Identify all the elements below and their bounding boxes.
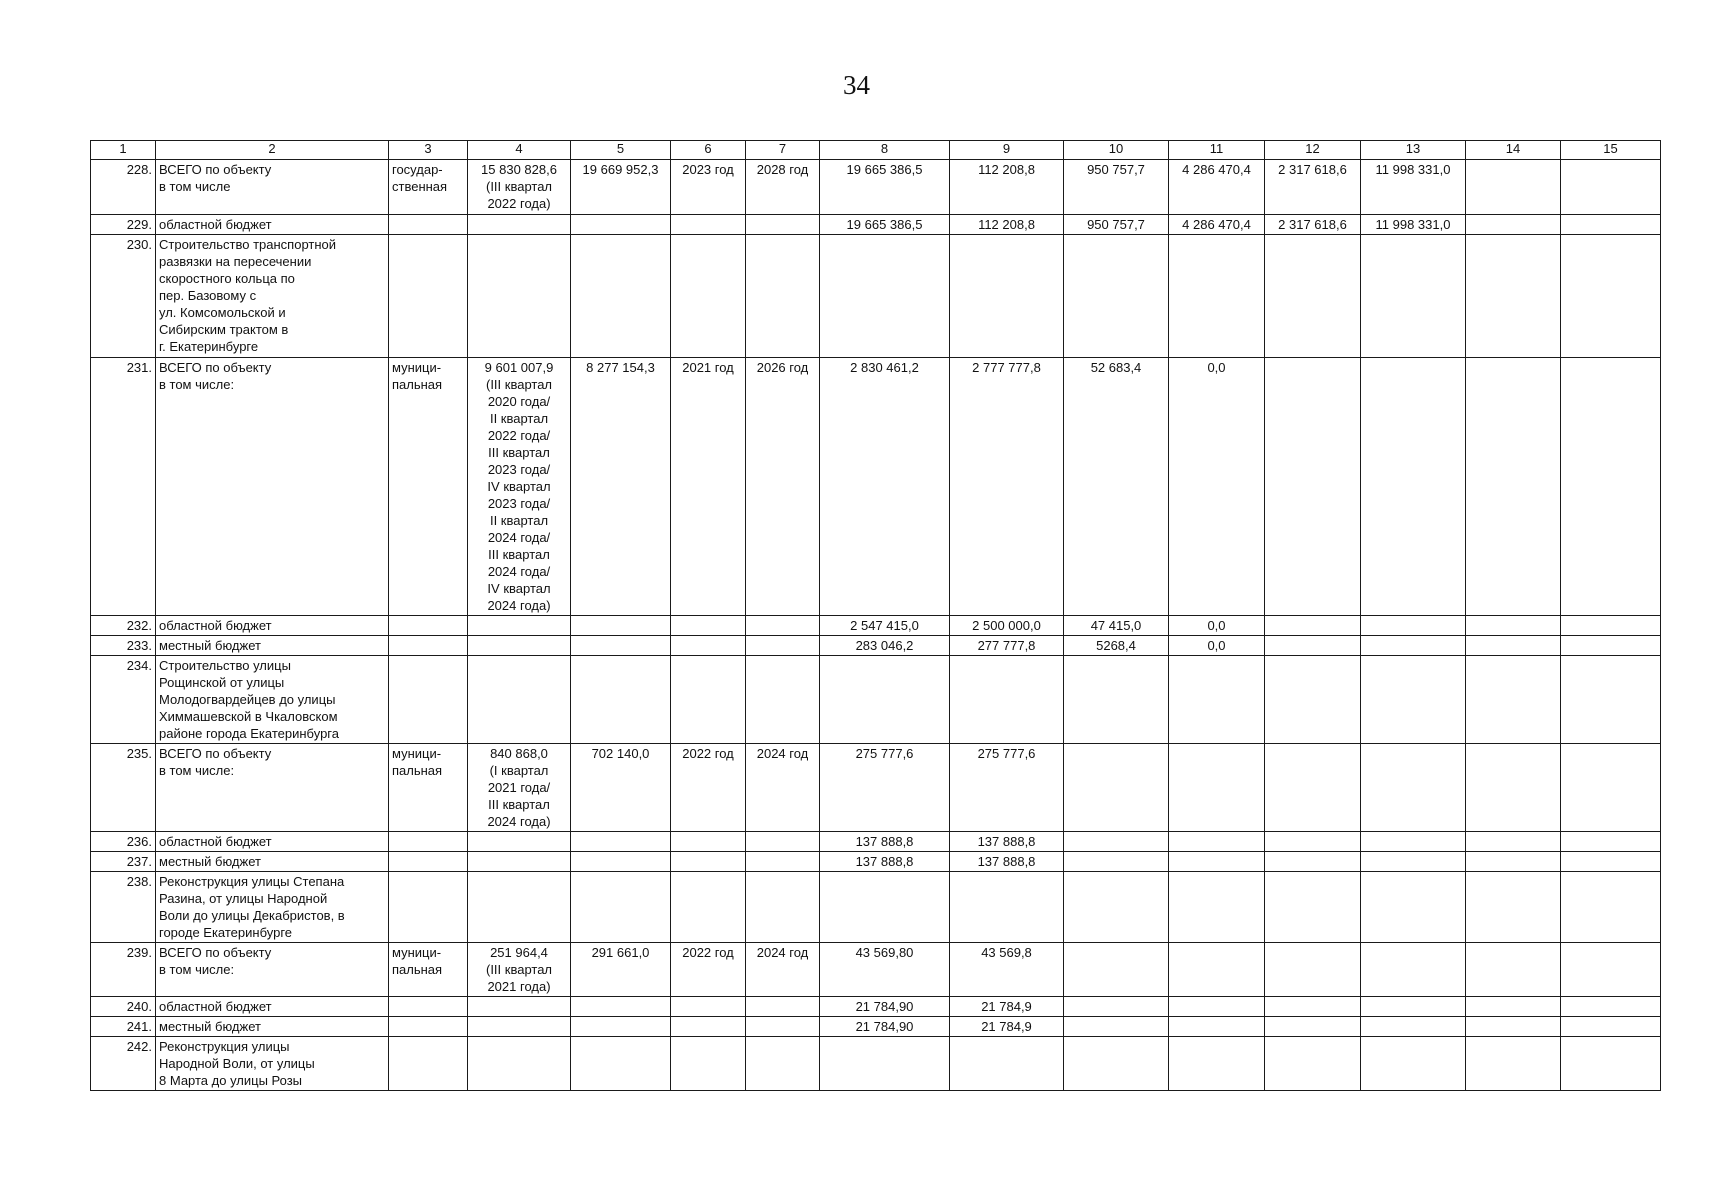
ownership-cell	[389, 852, 468, 872]
description-cell: Строительство улицы Рощинской от улицы Молодогвардейцев до улицы Химмашевской в Чкаловском районе города Екатеринбурга	[156, 656, 389, 744]
contract-cost-cell	[571, 832, 671, 852]
estimated-cost-cell	[468, 852, 571, 872]
funding-total-cell: 283 046,2	[820, 636, 950, 656]
start-year-cell: 2021 год	[671, 358, 746, 616]
estimated-cost-cell: 15 830 828,6 (III квартал 2022 года)	[468, 160, 571, 215]
funding-total-cell: 19 665 386,5	[820, 160, 950, 215]
contract-cost-cell	[571, 656, 671, 744]
col-14-cell	[1466, 943, 1561, 997]
column-header: 4	[468, 141, 571, 160]
column-header: 1	[91, 141, 156, 160]
funding-y3-cell	[1169, 1037, 1265, 1091]
column-header: 9	[950, 141, 1064, 160]
funding-y3-cell	[1169, 235, 1265, 358]
table-row	[91, 215, 1661, 235]
ownership-cell: государ- ственная	[389, 160, 468, 215]
funding-y5-cell: 11 998 331,0	[1361, 160, 1466, 215]
table-row	[91, 616, 1661, 636]
ownership-cell	[389, 636, 468, 656]
funding-y4-cell	[1265, 636, 1361, 656]
row-number-cell: 242.	[91, 1037, 156, 1091]
col-14-cell	[1466, 997, 1561, 1017]
estimated-cost-cell	[468, 616, 571, 636]
table-row	[91, 235, 1661, 358]
row-number-cell: 240.	[91, 997, 156, 1017]
funding-y5-cell	[1361, 744, 1466, 832]
start-year-cell: 2022 год	[671, 744, 746, 832]
col-15-cell	[1561, 616, 1661, 636]
table-row	[91, 852, 1661, 872]
funding-total-cell	[820, 656, 950, 744]
table-row	[91, 358, 1661, 616]
row-number-cell: 238.	[91, 872, 156, 943]
funding-y5-cell	[1361, 943, 1466, 997]
col-14-cell	[1466, 636, 1561, 656]
row-number-cell: 236.	[91, 832, 156, 852]
funding-y1-cell	[950, 1037, 1064, 1091]
funding-y3-cell	[1169, 744, 1265, 832]
col-14-cell	[1466, 160, 1561, 215]
table-row	[91, 1037, 1661, 1091]
estimated-cost-cell	[468, 235, 571, 358]
contract-cost-cell	[571, 997, 671, 1017]
estimated-cost-cell	[468, 997, 571, 1017]
funding-y5-cell	[1361, 997, 1466, 1017]
estimated-cost-cell	[468, 872, 571, 943]
description-cell: местный бюджет	[156, 852, 389, 872]
col-15-cell	[1561, 832, 1661, 852]
ownership-cell	[389, 997, 468, 1017]
column-header: 12	[1265, 141, 1361, 160]
funding-y1-cell: 2 777 777,8	[950, 358, 1064, 616]
funding-y2-cell: 52 683,4	[1064, 358, 1169, 616]
funding-y2-cell: 5268,4	[1064, 636, 1169, 656]
estimated-cost-cell	[468, 215, 571, 235]
col-14-cell	[1466, 358, 1561, 616]
col-14-cell	[1466, 656, 1561, 744]
contract-cost-cell	[571, 215, 671, 235]
table-row	[91, 832, 1661, 852]
row-number-cell: 237.	[91, 852, 156, 872]
end-year-cell: 2028 год	[746, 160, 820, 215]
ownership-cell	[389, 616, 468, 636]
funding-y5-cell	[1361, 358, 1466, 616]
col-14-cell	[1466, 832, 1561, 852]
funding-y1-cell: 277 777,8	[950, 636, 1064, 656]
funding-y1-cell: 21 784,9	[950, 997, 1064, 1017]
ownership-cell	[389, 832, 468, 852]
ownership-cell	[389, 872, 468, 943]
start-year-cell	[671, 872, 746, 943]
column-header: 14	[1466, 141, 1561, 160]
funding-y2-cell	[1064, 852, 1169, 872]
funding-y4-cell	[1265, 656, 1361, 744]
funding-y5-cell	[1361, 235, 1466, 358]
table-row	[91, 636, 1661, 656]
funding-total-cell: 2 830 461,2	[820, 358, 950, 616]
col-14-cell	[1466, 1037, 1561, 1091]
funding-y4-cell	[1265, 358, 1361, 616]
col-14-cell	[1466, 1017, 1561, 1037]
column-header: 10	[1064, 141, 1169, 160]
funding-y3-cell	[1169, 943, 1265, 997]
description-cell: ВСЕГО по объекту в том числе:	[156, 358, 389, 616]
estimated-cost-cell	[468, 1017, 571, 1037]
funding-total-cell: 275 777,6	[820, 744, 950, 832]
funding-y1-cell: 43 569,8	[950, 943, 1064, 997]
row-number-cell: 233.	[91, 636, 156, 656]
ownership-cell	[389, 656, 468, 744]
col-15-cell	[1561, 235, 1661, 358]
col-15-cell	[1561, 997, 1661, 1017]
table-row	[91, 656, 1661, 744]
col-15-cell	[1561, 656, 1661, 744]
table-row	[91, 1017, 1661, 1037]
column-header: 5	[571, 141, 671, 160]
funding-y4-cell	[1265, 235, 1361, 358]
contract-cost-cell: 291 661,0	[571, 943, 671, 997]
funding-total-cell: 137 888,8	[820, 852, 950, 872]
funding-y5-cell	[1361, 1017, 1466, 1037]
col-15-cell	[1561, 943, 1661, 997]
col-14-cell	[1466, 215, 1561, 235]
column-header: 13	[1361, 141, 1466, 160]
row-number-cell: 234.	[91, 656, 156, 744]
col-15-cell	[1561, 852, 1661, 872]
description-cell: ВСЕГО по объекту в том числе:	[156, 943, 389, 997]
table-row	[91, 943, 1661, 997]
col-15-cell	[1561, 358, 1661, 616]
funding-y3-cell	[1169, 656, 1265, 744]
table-row	[91, 997, 1661, 1017]
contract-cost-cell	[571, 636, 671, 656]
end-year-cell	[746, 832, 820, 852]
row-number-cell: 229.	[91, 215, 156, 235]
contract-cost-cell	[571, 872, 671, 943]
start-year-cell	[671, 616, 746, 636]
funding-y1-cell: 137 888,8	[950, 852, 1064, 872]
funding-y5-cell	[1361, 636, 1466, 656]
funding-total-cell: 2 547 415,0	[820, 616, 950, 636]
funding-total-cell	[820, 872, 950, 943]
description-cell: Реконструкция улицы Народной Воли, от улицы 8 Марта до улицы Розы	[156, 1037, 389, 1091]
funding-total-cell: 21 784,90	[820, 997, 950, 1017]
funding-y2-cell	[1064, 656, 1169, 744]
funding-total-cell: 43 569,80	[820, 943, 950, 997]
funding-y1-cell: 2 500 000,0	[950, 616, 1064, 636]
description-cell: ВСЕГО по объекту в том числе:	[156, 744, 389, 832]
funding-y2-cell: 950 757,7	[1064, 215, 1169, 235]
funding-y5-cell	[1361, 872, 1466, 943]
table-row	[91, 160, 1661, 215]
row-number-cell: 235.	[91, 744, 156, 832]
table-row	[91, 872, 1661, 943]
end-year-cell	[746, 872, 820, 943]
funding-y2-cell: 950 757,7	[1064, 160, 1169, 215]
col-15-cell	[1561, 1037, 1661, 1091]
contract-cost-cell	[571, 616, 671, 636]
funding-total-cell: 19 665 386,5	[820, 215, 950, 235]
funding-y2-cell	[1064, 832, 1169, 852]
start-year-cell: 2022 год	[671, 943, 746, 997]
col-15-cell	[1561, 215, 1661, 235]
funding-y3-cell	[1169, 997, 1265, 1017]
funding-total-cell	[820, 1037, 950, 1091]
funding-y3-cell	[1169, 852, 1265, 872]
col-14-cell	[1466, 235, 1561, 358]
funding-y5-cell: 11 998 331,0	[1361, 215, 1466, 235]
col-14-cell	[1466, 872, 1561, 943]
funding-y1-cell: 112 208,8	[950, 160, 1064, 215]
funding-y2-cell	[1064, 943, 1169, 997]
description-cell: областной бюджет	[156, 215, 389, 235]
funding-y3-cell	[1169, 1017, 1265, 1037]
funding-total-cell: 137 888,8	[820, 832, 950, 852]
end-year-cell	[746, 852, 820, 872]
column-header: 6	[671, 141, 746, 160]
description-cell: Строительство транспортной развязки на пересечении скоростного кольца по пер. Базовому с ул. Комсомольской и Сибирским трактом в г. Екатеринбурге	[156, 235, 389, 358]
estimated-cost-cell: 251 964,4 (III квартал 2021 года)	[468, 943, 571, 997]
col-15-cell	[1561, 1017, 1661, 1037]
estimated-cost-cell	[468, 656, 571, 744]
description-cell: Реконструкция улицы Степана Разина, от улицы Народной Воли до улицы Декабристов, в городе Екатеринбурге	[156, 872, 389, 943]
funding-y4-cell: 2 317 618,6	[1265, 215, 1361, 235]
funding-y3-cell	[1169, 832, 1265, 852]
page-number: 34	[843, 70, 870, 100]
start-year-cell	[671, 1037, 746, 1091]
funding-y2-cell: 47 415,0	[1064, 616, 1169, 636]
col-15-cell	[1561, 160, 1661, 215]
funding-y2-cell	[1064, 872, 1169, 943]
estimated-cost-cell: 840 868,0 (I квартал 2021 года/ III квартал 2024 года)	[468, 744, 571, 832]
start-year-cell	[671, 1017, 746, 1037]
end-year-cell	[746, 997, 820, 1017]
ownership-cell: муници- пальная	[389, 358, 468, 616]
funding-y5-cell	[1361, 656, 1466, 744]
funding-y5-cell	[1361, 616, 1466, 636]
col-14-cell	[1466, 852, 1561, 872]
funding-y4-cell	[1265, 872, 1361, 943]
start-year-cell	[671, 832, 746, 852]
start-year-cell: 2023 год	[671, 160, 746, 215]
funding-y4-cell	[1265, 943, 1361, 997]
funding-y4-cell	[1265, 1037, 1361, 1091]
ownership-cell	[389, 215, 468, 235]
col-14-cell	[1466, 616, 1561, 636]
funding-y4-cell	[1265, 744, 1361, 832]
funding-y2-cell	[1064, 1017, 1169, 1037]
funding-y3-cell: 0,0	[1169, 636, 1265, 656]
estimated-cost-cell	[468, 832, 571, 852]
funding-y1-cell: 21 784,9	[950, 1017, 1064, 1037]
row-number-cell: 228.	[91, 160, 156, 215]
start-year-cell	[671, 852, 746, 872]
row-number-cell: 230.	[91, 235, 156, 358]
contract-cost-cell	[571, 852, 671, 872]
funding-y4-cell	[1265, 1017, 1361, 1037]
start-year-cell	[671, 215, 746, 235]
funding-y3-cell: 4 286 470,4	[1169, 215, 1265, 235]
column-header: 11	[1169, 141, 1265, 160]
row-number-cell: 231.	[91, 358, 156, 616]
end-year-cell	[746, 656, 820, 744]
funding-y1-cell	[950, 872, 1064, 943]
end-year-cell: 2024 год	[746, 744, 820, 832]
end-year-cell	[746, 235, 820, 358]
col-14-cell	[1466, 744, 1561, 832]
funding-y3-cell: 0,0	[1169, 616, 1265, 636]
funding-y1-cell: 137 888,8	[950, 832, 1064, 852]
row-number-cell: 232.	[91, 616, 156, 636]
ownership-cell	[389, 1017, 468, 1037]
row-number-cell: 241.	[91, 1017, 156, 1037]
funding-y2-cell	[1064, 1037, 1169, 1091]
col-15-cell	[1561, 872, 1661, 943]
end-year-cell	[746, 1017, 820, 1037]
ownership-cell	[389, 235, 468, 358]
end-year-cell	[746, 636, 820, 656]
ownership-cell	[389, 1037, 468, 1091]
table-body	[91, 141, 1661, 1091]
start-year-cell	[671, 997, 746, 1017]
description-cell: областной бюджет	[156, 832, 389, 852]
funding-y3-cell: 0,0	[1169, 358, 1265, 616]
funding-total-cell	[820, 235, 950, 358]
description-cell: ВСЕГО по объекту в том числе	[156, 160, 389, 215]
column-header: 15	[1561, 141, 1661, 160]
funding-y4-cell: 2 317 618,6	[1265, 160, 1361, 215]
start-year-cell	[671, 636, 746, 656]
contract-cost-cell: 8 277 154,3	[571, 358, 671, 616]
header-row	[91, 141, 1661, 160]
description-cell: областной бюджет	[156, 616, 389, 636]
funding-total-cell: 21 784,90	[820, 1017, 950, 1037]
funding-y4-cell	[1265, 852, 1361, 872]
table-row	[91, 744, 1661, 832]
end-year-cell: 2026 год	[746, 358, 820, 616]
end-year-cell	[746, 616, 820, 636]
funding-y4-cell	[1265, 832, 1361, 852]
ownership-cell: муници- пальная	[389, 943, 468, 997]
funding-y2-cell	[1064, 744, 1169, 832]
description-cell: местный бюджет	[156, 1017, 389, 1037]
investment-table	[90, 140, 1661, 1091]
funding-y2-cell	[1064, 997, 1169, 1017]
end-year-cell	[746, 215, 820, 235]
column-header: 3	[389, 141, 468, 160]
contract-cost-cell	[571, 235, 671, 358]
col-15-cell	[1561, 636, 1661, 656]
funding-y1-cell: 112 208,8	[950, 215, 1064, 235]
description-cell: местный бюджет	[156, 636, 389, 656]
ownership-cell: муници- пальная	[389, 744, 468, 832]
funding-y1-cell	[950, 656, 1064, 744]
funding-y2-cell	[1064, 235, 1169, 358]
funding-y5-cell	[1361, 832, 1466, 852]
funding-y5-cell	[1361, 1037, 1466, 1091]
column-header: 7	[746, 141, 820, 160]
start-year-cell	[671, 235, 746, 358]
estimated-cost-cell: 9 601 007,9 (III квартал 2020 года/ II квартал 2022 года/ III квартал 2023 года/ IV квартал 2023 года/ II квартал 2024 года/ III квартал 2024 года/ IV квартал 2024 года)	[468, 358, 571, 616]
column-header: 8	[820, 141, 950, 160]
funding-y1-cell	[950, 235, 1064, 358]
start-year-cell	[671, 656, 746, 744]
end-year-cell	[746, 1037, 820, 1091]
description-cell: областной бюджет	[156, 997, 389, 1017]
contract-cost-cell: 702 140,0	[571, 744, 671, 832]
funding-y3-cell: 4 286 470,4	[1169, 160, 1265, 215]
contract-cost-cell	[571, 1017, 671, 1037]
contract-cost-cell	[571, 1037, 671, 1091]
row-number-cell: 239.	[91, 943, 156, 997]
contract-cost-cell: 19 669 952,3	[571, 160, 671, 215]
estimated-cost-cell	[468, 636, 571, 656]
column-header: 2	[156, 141, 389, 160]
funding-y5-cell	[1361, 852, 1466, 872]
funding-y4-cell	[1265, 997, 1361, 1017]
end-year-cell: 2024 год	[746, 943, 820, 997]
funding-y1-cell: 275 777,6	[950, 744, 1064, 832]
funding-y3-cell	[1169, 872, 1265, 943]
col-15-cell	[1561, 744, 1661, 832]
estimated-cost-cell	[468, 1037, 571, 1091]
funding-y4-cell	[1265, 616, 1361, 636]
